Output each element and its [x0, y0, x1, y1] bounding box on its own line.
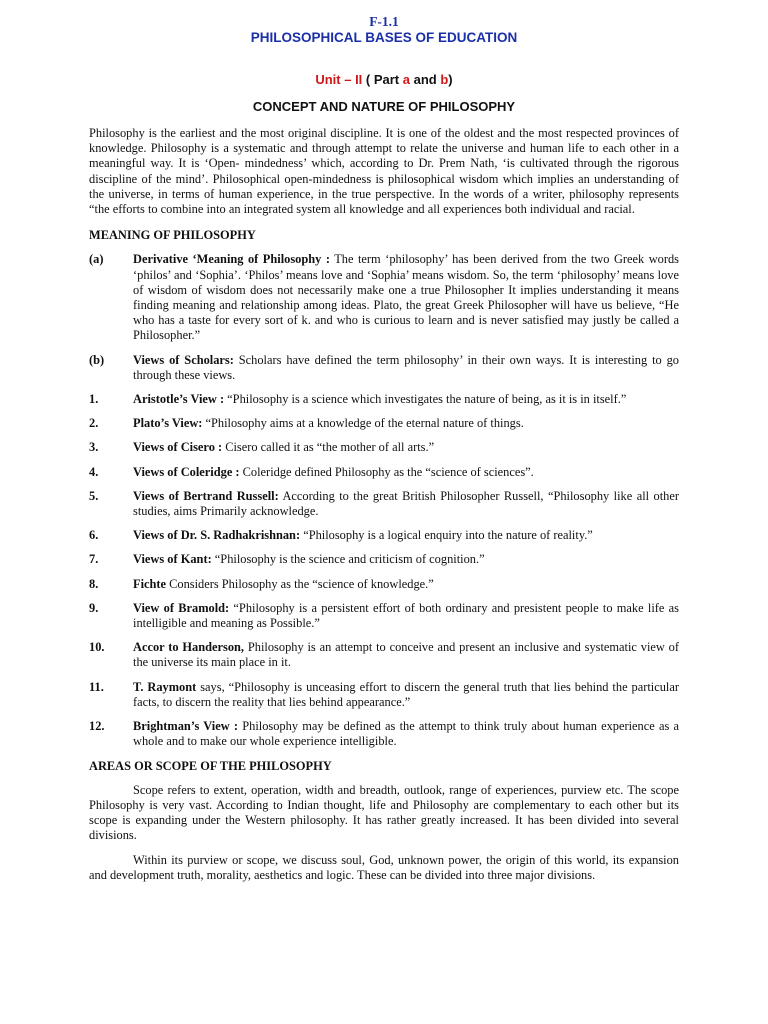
list-item-body: Coleridge defined Philosophy as the “science of sciences”.: [239, 464, 534, 479]
list-item: [89, 465, 679, 480]
list-item: [89, 489, 679, 519]
list-item-number: 12.: [89, 719, 105, 734]
list-item-number: (b): [89, 352, 105, 367]
list-item-label: Brightman’s View :: [133, 719, 239, 734]
list-item-label: Plato’s View:: [133, 416, 203, 431]
list-item: [89, 577, 679, 592]
list-item: [89, 552, 679, 567]
list-item-number: 1.: [89, 392, 99, 407]
list-item-body: says, “Philosophy is unceasing effort to discern the general truth that lies behind the particular facts, to discern the reality that lies behind appearance.”: [133, 679, 679, 709]
list-item-label: Views of Cisero :: [133, 440, 223, 455]
list-item-body: “Philosophy is a science which investigates the nature of being, as it is in itself.”: [224, 392, 627, 407]
list-item-body: Philosophy is an attempt to conceive and present an inclusive and systematic view of the universe its main place in it.: [133, 640, 680, 670]
list-item-text: [133, 552, 679, 567]
list-item: [89, 392, 679, 407]
list-item-body: Cisero called it as “the mother of all arts.”: [222, 440, 435, 455]
scope-paragraph-2: Within its purview or scope, we discuss soul, God, unknown power, the origin of this world, its expansion and development truth, morality, aesthetics and logic. These can be divided into three major divisions.: [89, 852, 679, 882]
unit-part-b: b: [440, 72, 449, 87]
list-item-label: Views of Coleridge :: [133, 464, 240, 479]
unit-part-close: ): [448, 72, 453, 87]
list-item-number: 7.: [89, 552, 99, 567]
list-item: [89, 416, 679, 431]
list-item-text: [133, 528, 679, 543]
list-item: [89, 353, 679, 383]
list-item-number: (a): [89, 252, 104, 267]
unit-number: Unit – II: [315, 72, 363, 87]
list-item-label: Fichte: [133, 576, 167, 591]
list-item-text: [133, 640, 679, 670]
list-item-label: Views of Kant:: [133, 552, 212, 567]
list-item-number: 10.: [89, 640, 105, 655]
section-title: CONCEPT AND NATURE OF PHILOSOPHY: [252, 99, 516, 114]
list-item-body: “Philosophy is the science and criticism of cognition.”: [211, 552, 485, 567]
list-item: [89, 640, 679, 670]
list-item-text: [133, 719, 679, 749]
list-item: [89, 719, 679, 749]
list-item-body: The term ‘philosophy’ has been derived from the two Greek words ‘philos’ and ‘Sophia’. ‘Philos’ means love and ‘Sophia’ means wisdom. So, the term ‘philosophy’ means love of wisdom of wisdom does not necessarily make one a true Philosopher It implies understanding it means finding meaning and relationship among ideas. Plato, the great Greek Philosopher will have us believe, “He who has a taste for every sort of k. and who is curious to learn and is never satisfied may justly be called a Philosopher.”: [133, 252, 679, 343]
list-item-label: Accor to Handerson,: [133, 640, 245, 655]
list-item-number: 9.: [89, 600, 99, 615]
list-item-label: T. Raymont: [133, 679, 197, 694]
list-item-text: [133, 577, 679, 592]
course-code: F-1.1: [369, 14, 399, 29]
list-item-text: [133, 392, 679, 407]
list-item-label: Aristotle’s View :: [133, 392, 225, 407]
list-item-number: 4.: [89, 464, 99, 479]
list-item: [89, 680, 679, 710]
list-item-text: [133, 252, 679, 343]
document-body: [89, 126, 679, 892]
list-item-body: “Philosophy aims at a knowledge of the eternal nature of things.: [202, 416, 524, 431]
list-item: [89, 528, 679, 543]
page-title: PHILOSOPHICAL BASES OF EDUCATION: [250, 30, 518, 45]
scope-heading: AREAS OR SCOPE OF THE PHILOSOPHY: [89, 758, 332, 773]
list-item-number: 6.: [89, 528, 99, 543]
unit-part-and: and: [410, 72, 441, 87]
list-item-number: 8.: [89, 576, 99, 591]
list-item-label: Views of Scholars:: [133, 352, 234, 367]
list-item-number: 2.: [89, 416, 99, 431]
list-item-text: [133, 440, 679, 455]
list-item-number: 5.: [89, 488, 99, 503]
scope-paragraph-1: Scope refers to extent, operation, width and breadth, outlook, range of experiences, purview etc. The scope Philosophy is very vast. According to Indian thought, life and Philosophy are complementary to each other but its scope is expanding under the Western philosophy. It has rather greatly increased. It has been divided into several divisions.: [89, 782, 679, 843]
list-item-body: Philosophy may be defined as the attempt to think truly about human experience as a whole and to make our whole experience intelligible.: [133, 719, 679, 749]
unit-heading: [0, 72, 768, 87]
list-item-label: Derivative ‘Meaning of Philosophy :: [133, 252, 330, 267]
list-item-number: 11.: [89, 679, 104, 694]
list-item-text: [133, 353, 679, 383]
list-item-text: [133, 465, 679, 480]
list-item-label: Views of Bertrand Russell:: [133, 488, 279, 503]
list-item-text: [133, 489, 679, 519]
list-item-text: [133, 680, 679, 710]
list-item-text: [133, 416, 679, 431]
list-item-label: View of Bramold:: [133, 600, 230, 615]
list-item-body: “Philosophy is a persistent effort of both ordinary and presistent people to make life as intelligible and meaning as Possible.”: [133, 600, 679, 631]
intro-paragraph: Philosophy is the earliest and the most original discipline. It is one of the oldest and the most respected provinces of knowledge. Philosophy is a systematic and through attempt to relate the universe and human life to each other in a meaningful way. It is ‘Open- mindedness’ which, according to Dr. Prem Nath, ‘is cultivated through the rigorous discipline of the mind’. Philosophical open-mindedness is philosophical wisdom which implies an understanding of the universe, in terms of human experience, in the true perspective. In the words of a writer, philosophy represents “the efforts to combine into an integrated system all knowledge and all experiences both individual and racial.: [89, 126, 679, 217]
list-item-number: 3.: [89, 440, 99, 455]
list-item: [89, 601, 679, 631]
list-item-body: Scholars have defined the term philosophy’ in their own ways. It is interesting to go through these views.: [133, 352, 680, 382]
list-item-label: Views of Dr. S. Radhakrishnan:: [133, 528, 301, 543]
unit-part-open: ( Part: [362, 72, 403, 87]
definition-list: [89, 252, 679, 749]
meaning-heading: MEANING OF PHILOSOPHY: [89, 228, 256, 243]
list-item-body: According to the great British Philosopher Russell, “Philosophy like all other studies, aims Primarily acknowledge.: [133, 488, 679, 519]
list-item: [89, 252, 679, 343]
unit-part-a: a: [402, 72, 410, 87]
list-item-text: [133, 601, 679, 631]
list-item-body: “Philosophy is a logical enquiry into the nature of reality.”: [300, 528, 593, 543]
list-item-body: Considers Philosophy as the “science of knowledge.”: [166, 576, 434, 591]
list-item: [89, 440, 679, 455]
